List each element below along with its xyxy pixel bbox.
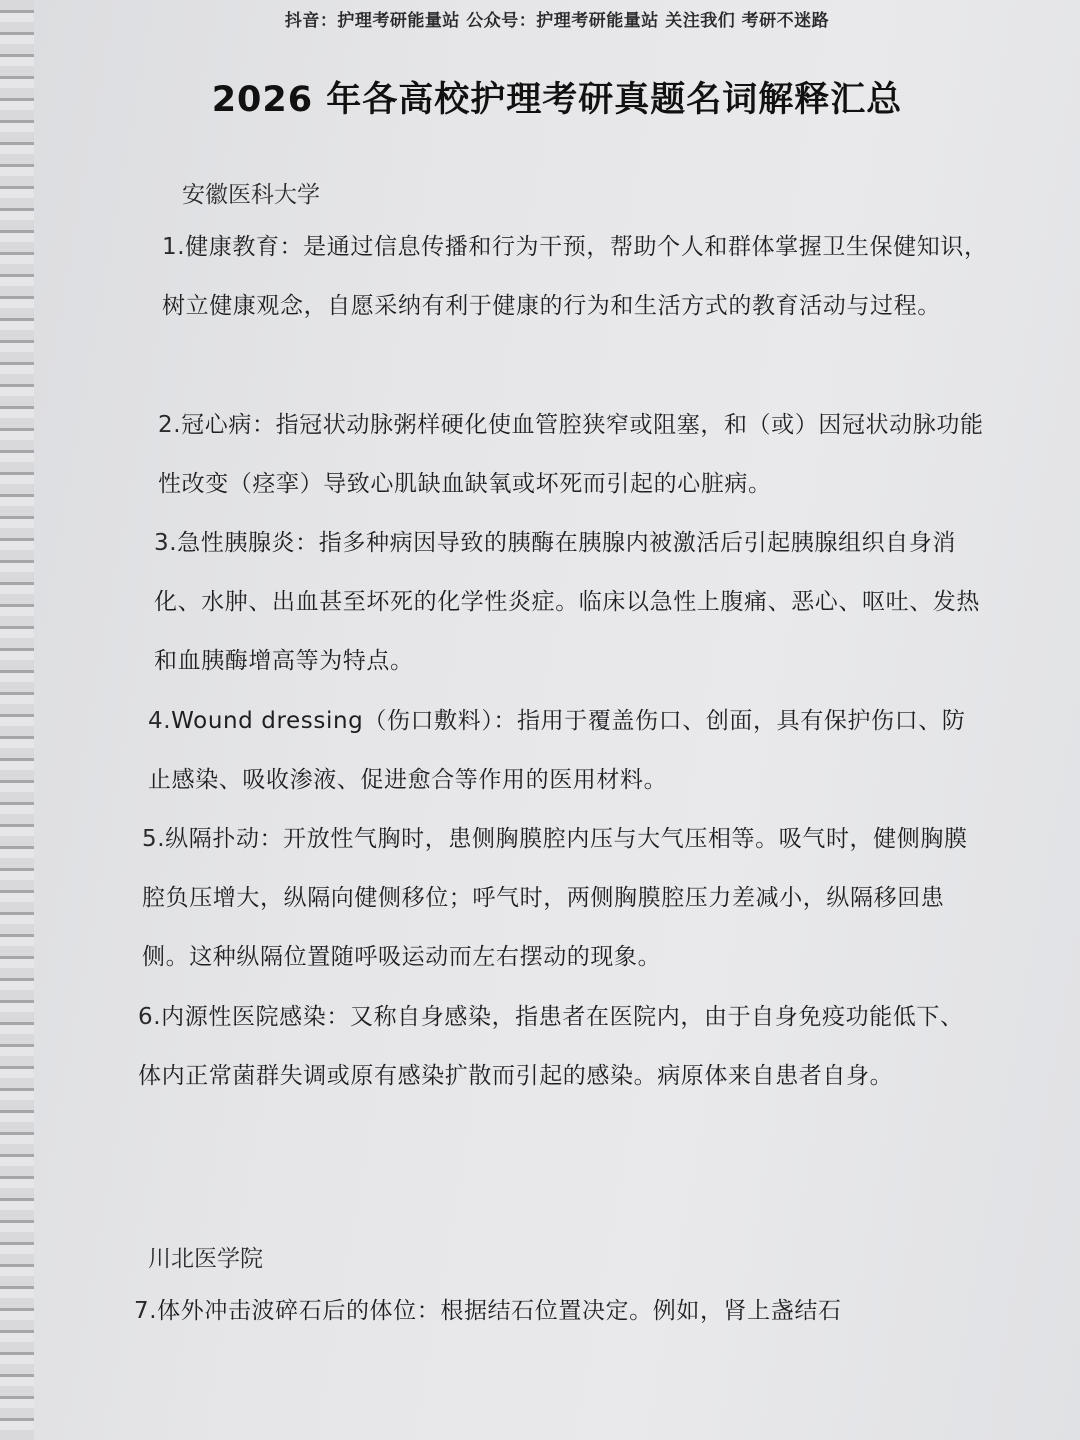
document-page xyxy=(34,0,1080,1440)
entry-6 xyxy=(138,988,984,1106)
binding-edge xyxy=(0,0,36,1440)
entry-term: 健康教育： xyxy=(185,234,304,260)
entry-number: 5. xyxy=(142,826,166,852)
entry-number: 4. xyxy=(148,708,172,734)
entry-4 xyxy=(148,692,986,810)
entry-number: 2. xyxy=(158,412,182,438)
section-heading-anhui: 安徽医科大学 xyxy=(182,182,320,208)
entry-definition: 指冠状动脉粥样硬化使血管腔狭窄或阻塞，和（或）因冠状动脉功能性改变（痉挛）导致心肌缺血缺氧或坏死而引起的心脏病。 xyxy=(158,412,984,497)
entry-definition: 开放性气胸时，患侧胸膜腔内压与大气压相等。吸气时，健侧胸膜腔负压增大，纵隔向健侧移位；呼气时，两侧胸膜腔压力差减小，纵隔移回患侧。这种纵隔位置随呼吸运动而左右摆动的现象。 xyxy=(142,826,968,970)
entry-number: 6. xyxy=(138,1004,162,1030)
entry-5 xyxy=(142,810,988,987)
entry-term: 内源性医院感染： xyxy=(161,1004,350,1030)
entry-definition: 指用于覆盖伤口、创面，具有保护伤口、防止感染、吸收渗液、促进愈合等作用的医用材料。 xyxy=(148,708,966,793)
header-promo-line: 抖音：护理考研能量站 公众号：护理考研能量站 关注我们 考研不迷路 xyxy=(284,11,830,31)
entry-3 xyxy=(154,514,988,691)
entry-term: 体外冲击波碎石后的体位： xyxy=(157,1298,441,1324)
entry-number: 3. xyxy=(154,530,178,556)
entry-1 xyxy=(162,218,992,336)
entry-2 xyxy=(158,396,988,514)
section-heading-chuanbei: 川北医学院 xyxy=(148,1246,263,1272)
entry-term: 纵隔扑动： xyxy=(165,826,284,852)
entry-term: Wound dressing（伤口敷料）： xyxy=(171,708,518,734)
entry-term: 冠心病： xyxy=(181,412,276,438)
entry-term: 急性胰腺炎： xyxy=(177,530,319,556)
entry-number: 7. xyxy=(134,1298,158,1324)
entry-definition: 指多种病因导致的胰酶在胰腺内被激活后引起胰腺组织自身消化、水肿、出血甚至坏死的化学性炎症。临床以急性上腹痛、恶心、呕吐、发热和血胰酶增高等为特点。 xyxy=(154,530,980,674)
entry-number: 1. xyxy=(162,234,186,260)
page-title: 2026 年各高校护理考研真题名词解释汇总 xyxy=(211,80,903,120)
entry-definition: 根据结石位置决定。例如，肾上盏结石 xyxy=(440,1298,842,1324)
entry-definition: 是通过信息传播和行为干预，帮助个人和群体掌握卫生保健知识，树立健康观念，自愿采纳有利于健康的行为和生活方式的教育活动与过程。 xyxy=(162,234,988,319)
entry-definition: 又称自身感染，指患者在医院内，由于自身免疫功能低下、体内正常菌群失调或原有感染扩散而引起的感染。病原体来自患者自身。 xyxy=(138,1004,964,1089)
entry-7 xyxy=(134,1282,986,1341)
